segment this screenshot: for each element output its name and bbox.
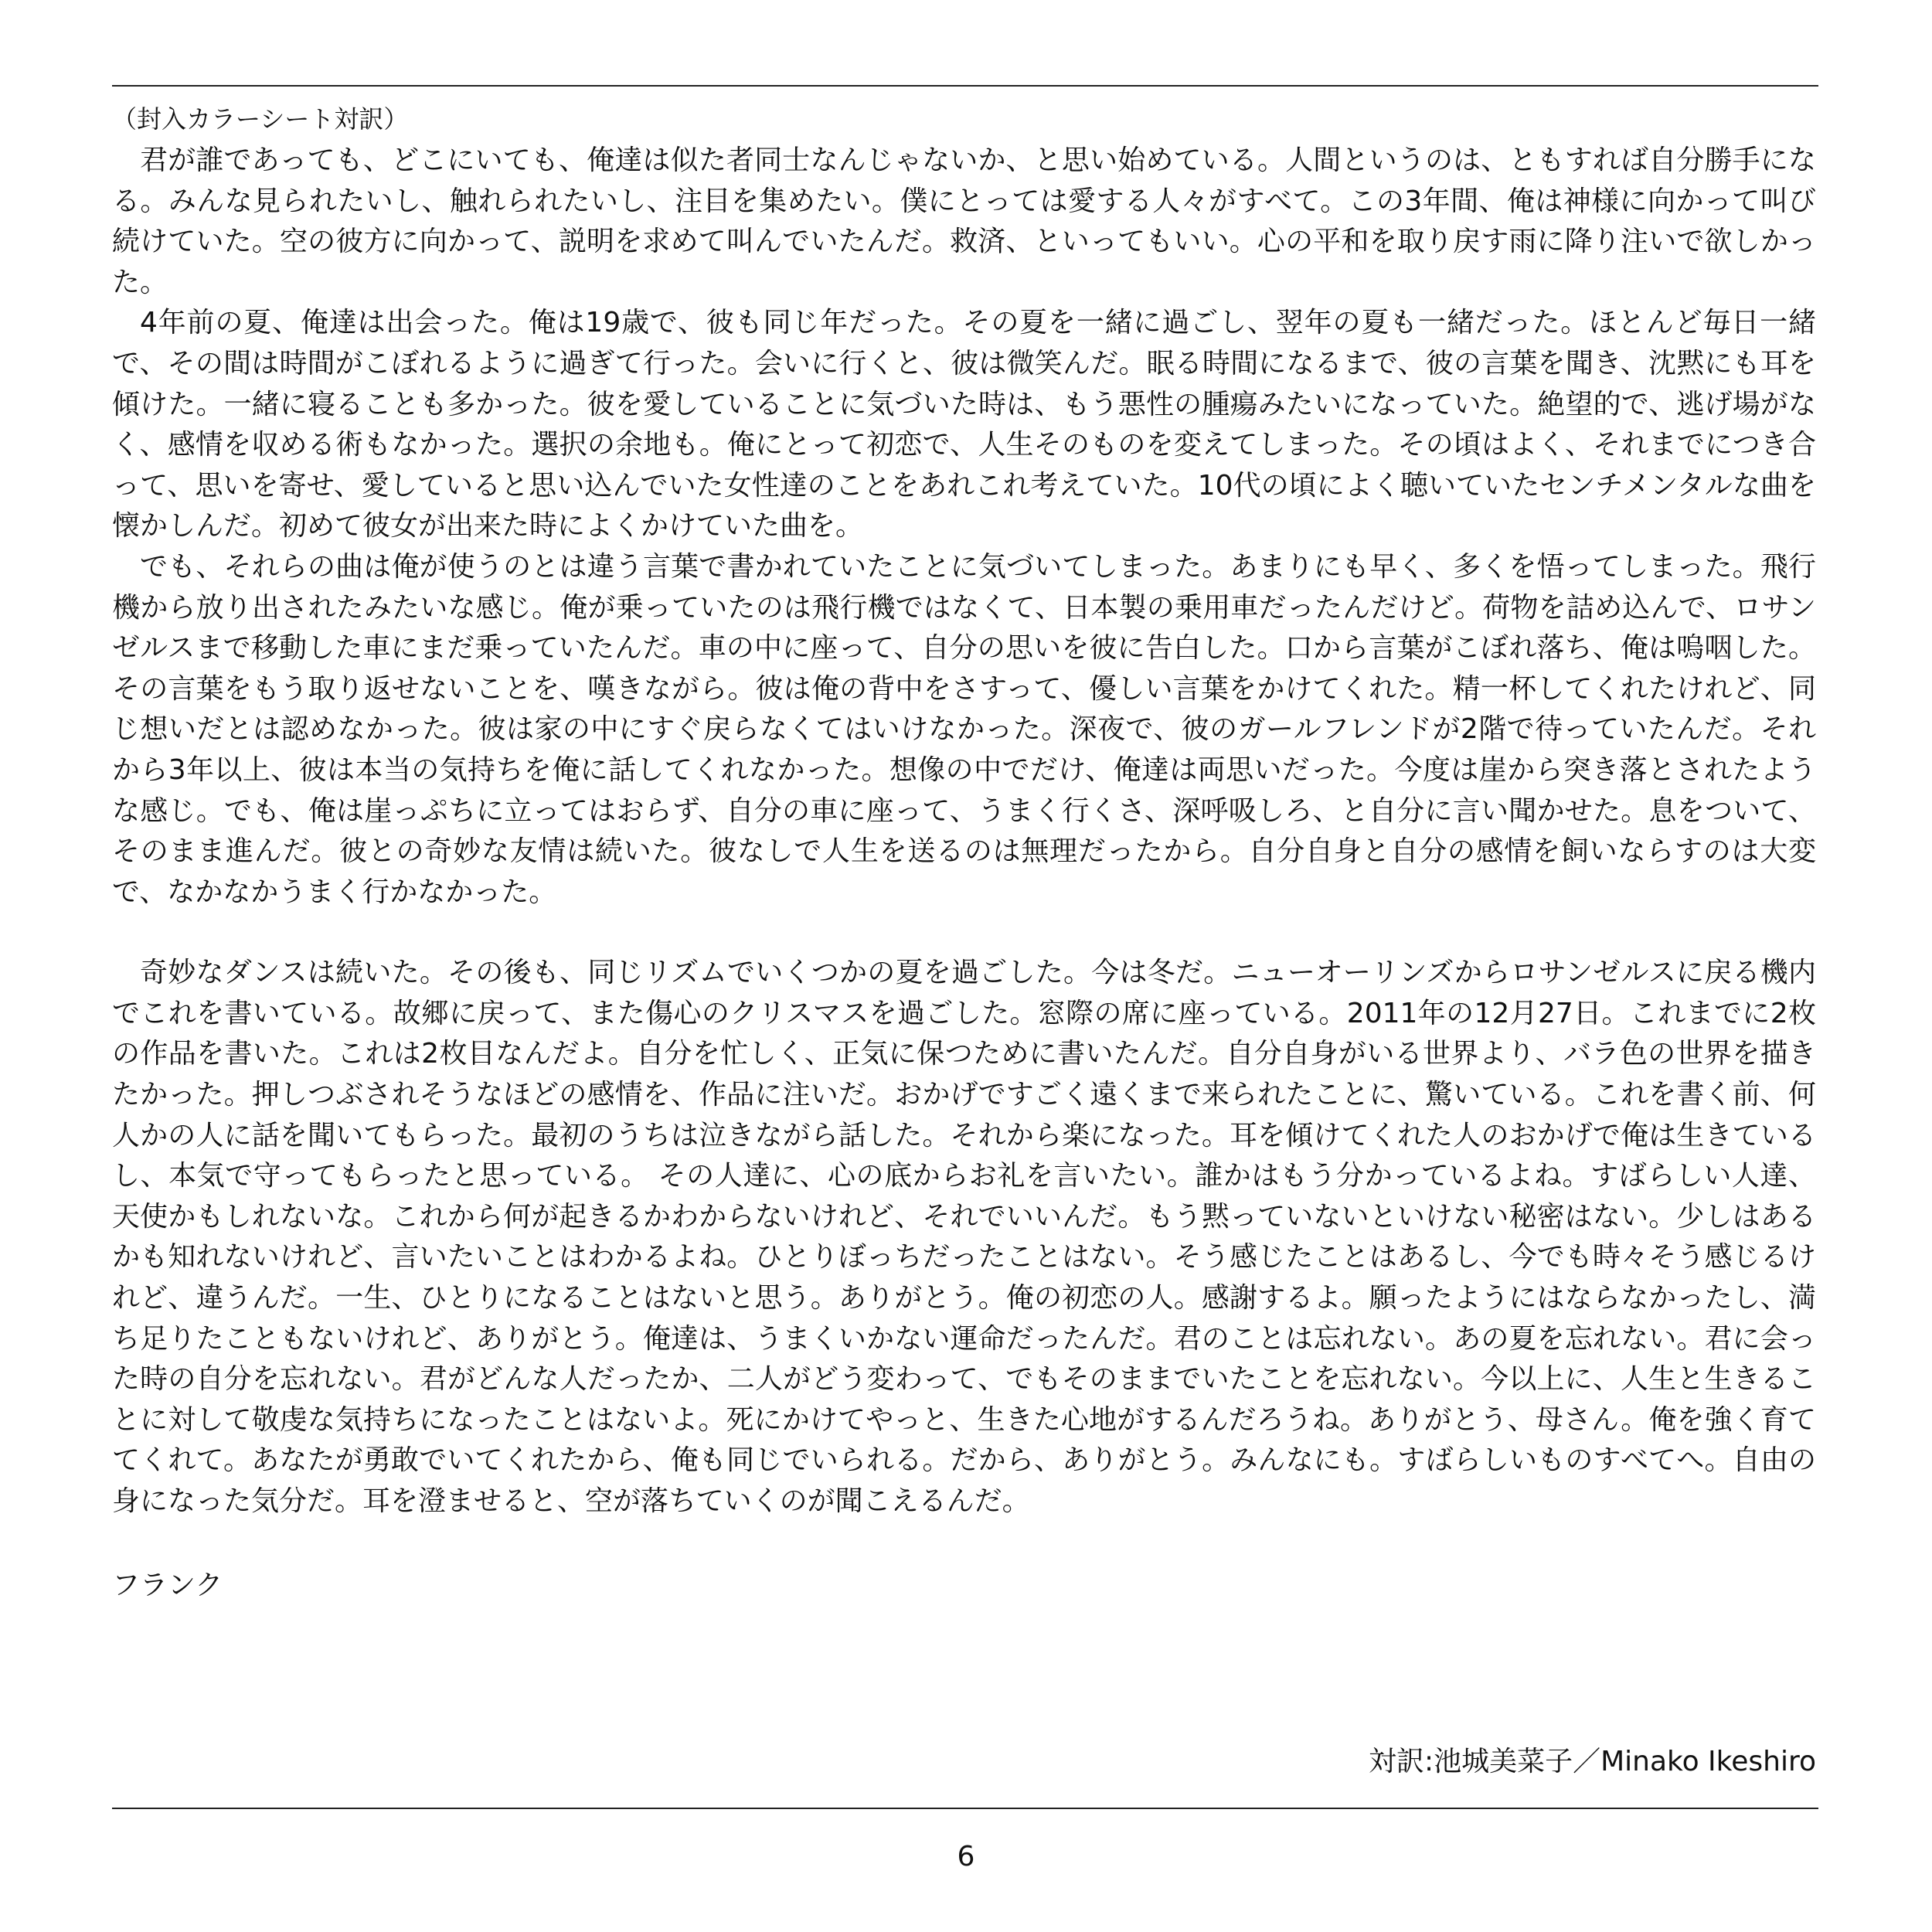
page-number: 6	[957, 1841, 975, 1872]
paragraph-4: 奇妙なダンスは続いた。その後も、同じリズムでいくつかの夏を過ごした。今は冬だ。ニューオーリンズからロサンゼルスに戻る機内でこれを書いている。故郷に戻って、また傷心のクリスマスを過ごした。窓際の席に座っている。2011年の12月27日。これまでに2枚の作品を書いた。これは2枚目なんだよ。自分を忙しく、正気に保つために書いたんだ。自分自身がいる世界より、バラ色の世界を描きたかった。押しつぶされそうなほどの感情を、作品に注いだ。おかげですごく遠くまで来られたことに、驚いている。これを書く前、何人かの人に話を聞いてもらった。最初のうちは泣きながら話した。それから楽になった。耳を傾けてくれた人のおかげで俺は生きているし、本気で守ってもらったと思っている。 その人達に、心の底からお礼を言いたい。誰かはもう分かっているよね。すばらしい人達、天使かもしれないな。これから何が起きるかわからないけれど、それでいいんだ。もう黙っていないといけない秘密はない。少しはあるかも知れないけれど、言いたいことはわかるよね。ひとりぼっちだったことはない。そう感じたことはあるし、今でも時々そう感じるけれど、違うんだ。一生、ひとりになることはないと思う。ありがとう。俺の初恋の人。感謝するよ。願ったようにはならなかったし、満ち足りたこともないけれど、ありがとう。俺達は、うまくいかない運命だったんだ。君のことは忘れない。あの夏を忘れない。君に会った時の自分を忘れない。君がどんな人だったか、二人がどう変わって、でもそのままでいたことを忘れない。今以上に、人生と生きることに対して敬虔な気持ちになったことはないよ。死にかけてやっと、生きた心地がするんだろうね。ありがとう、母さん。俺を強く育ててくれて。あなたが勇敢でいてくれたから、俺も同じでいられる。だから、ありがとう。みんなにも。すばらしいものすべてへ。自由の身になった気分だ。耳を澄ませると、空が落ちていくのが聞こえるんだ。	[112, 957, 1816, 1517]
signature: フランク	[112, 1569, 223, 1601]
paragraph-2: 4年前の夏、俺達は出会った。俺は19歳で、彼も同じ年だった。その夏を一緒に過ごし、翌年の夏も一緒だった。ほとんど毎日一緒で、その間は時間がこぼれるように過ぎて行った。会いに行くと、彼は微笑んだ。眠る時間になるまで、彼の言葉を聞き、沈黙にも耳を傾けた。一緒に寝ることも多かった。彼を愛していることに気づいた時は、もう悪性の腫瘍みたいになっていた。絶望的で、逃げ場がなく、感情を収める術もなかった。選択の余地も。俺にとって初恋で、人生そのものを変えてしまった。その頃はよく、それまでにつき合って、思いを寄せ、愛していると思い込んでいた女性達のことをあれこれ考えていた。10代の頃によく聴いていたセンチメンタルな曲を懐かしんだ。初めて彼女が出来た時によくかけていた曲を。	[112, 307, 1816, 543]
translator-credit: 対訳:池城美菜子／Minako Ikeshiro	[1368, 1746, 1816, 1777]
paragraph-1: 君が誰であっても、どこにいても、俺達は似た者同士なんじゃないか、と思い始めている。人間というのは、ともすれば自分勝手になる。みんな見られたいし、触れられたいし、注目を集めたい。僕にとっては愛する人々がすべて。この3年間、俺は神様に向かって叫び続けていた。空の彼方に向かって、説明を求めて叫んでいたんだ。救済、といってもいい。心の平和を取り戻す雨に降り注いで欲しかった。	[112, 145, 1817, 298]
letter-body	[112, 99, 1816, 1606]
top-rule	[112, 85, 1818, 87]
bottom-rule	[112, 1808, 1818, 1809]
section-heading: （封入カラーシート対訳）	[112, 104, 409, 134]
paragraph-3: でも、それらの曲は俺が使うのとは違う言葉で書かれていたことに気づいてしまった。あまりにも早く、多くを悟ってしまった。飛行機から放り出されたみたいな感じ。俺が乗っていたのは飛行機ではなくて、日本製の乗用車だったんだけど。荷物を詰め込んで、ロサンゼルスまで移動した車にまだ乗っていたんだ。車の中に座って、自分の思いを彼に告白した。口から言葉がこぼれ落ち、俺は嗚咽した。その言葉をもう取り返せないことを、嘆きながら。彼は俺の背中をさすって、優しい言葉をかけてくれた。精一杯してくれたけれど、同じ想いだとは認めなかった。彼は家の中にすぐ戻らなくてはいけなかった。深夜で、彼のガールフレンドが2階で待っていたんだ。それから3年以上、彼は本当の気持ちを俺に話してくれなかった。想像の中でだけ、俺達は両思いだった。今度は崖から突き落とされたような感じ。でも、俺は崖っぷちに立ってはおらず、自分の車に座って、うまく行くさ、深呼吸しろ、と自分に言い聞かせた。息をついて、そのまま進んだ。彼との奇妙な友情は続いた。彼なしで人生を送るのは無理だったから。自分自身と自分の感情を飼いならすのは大変で、なかなかうまく行かなかった。	[112, 550, 1817, 908]
